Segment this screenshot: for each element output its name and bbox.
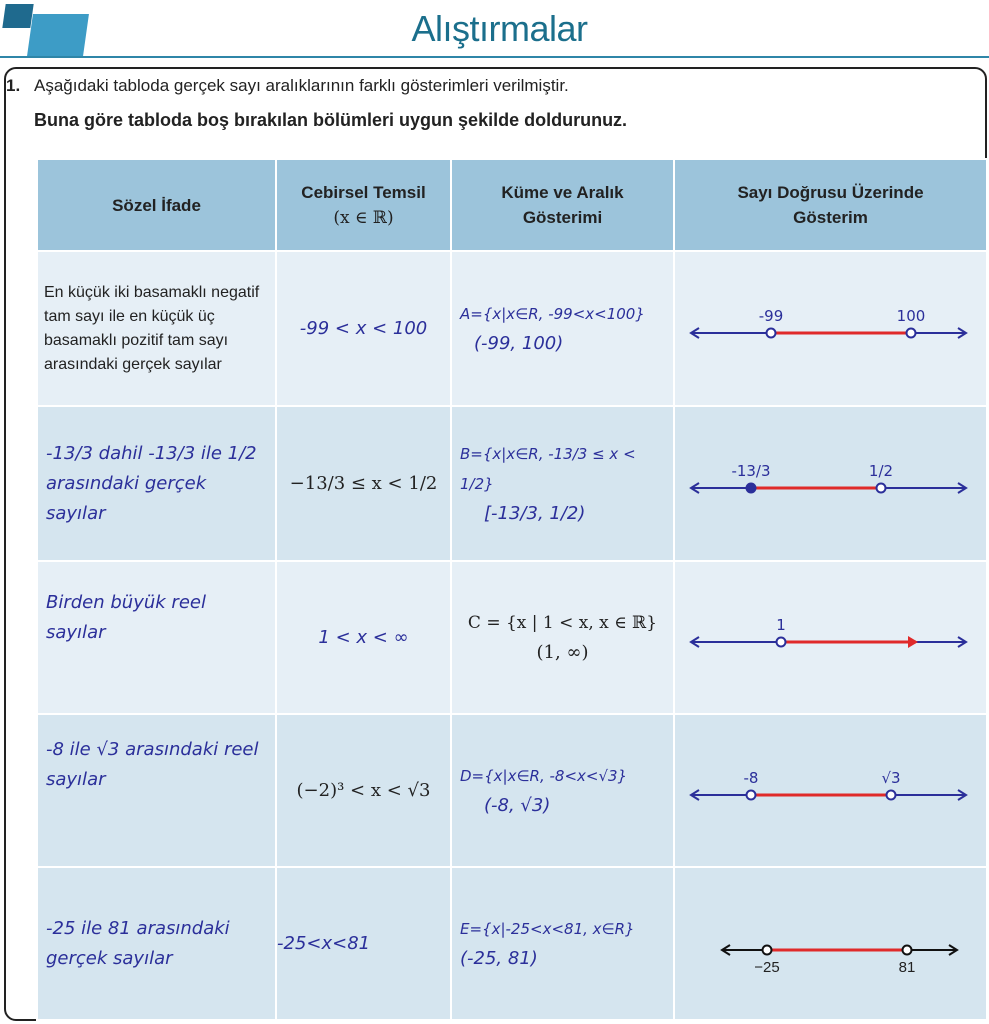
left-label: -13/3	[730, 461, 771, 480]
left-label: -99	[758, 306, 783, 325]
question-text: Aşağıdaki tabloda gerçek sayı aralıklarının farklı gösterimleri verilmiştir.	[34, 76, 569, 95]
right-endpoint	[902, 945, 911, 954]
number-line	[681, 751, 981, 831]
algebraic-cell[interactable]: -25<x<81	[276, 867, 451, 1020]
algebraic-cell[interactable]: -99 < x < 100	[276, 251, 451, 406]
table-header-row	[37, 159, 987, 251]
interval-table	[36, 158, 988, 1021]
set-notation: B={x|x∈R, -13/3 ≤ x < 1/2}	[460, 444, 636, 493]
right-label: √3	[880, 768, 901, 787]
arrow-red-icon	[908, 636, 918, 648]
question-number: 1.	[6, 76, 21, 95]
right-label: 81	[898, 958, 915, 976]
header-set-line2: Gösterimi	[522, 208, 603, 227]
table-row	[37, 251, 987, 406]
interval-notation: [-13/3, 1/2)	[484, 502, 586, 524]
table-row	[37, 406, 987, 561]
left-endpoint	[762, 945, 771, 954]
set-cell[interactable]	[451, 251, 674, 406]
header-set-line1: Küme ve Aralık	[501, 183, 624, 202]
algebraic-cell[interactable]: 1 < x < ∞	[276, 561, 451, 714]
question-instruction: Buna göre tabloda boş bırakılan bölümleri uygun şekilde doldurunuz.	[34, 110, 628, 130]
set-cell	[451, 561, 674, 714]
number-line	[681, 598, 981, 678]
header-numberline	[674, 159, 987, 251]
table-row	[37, 714, 987, 867]
numberline-cell[interactable]	[674, 251, 987, 406]
numberline-cell[interactable]	[674, 406, 987, 561]
left-endpoint	[776, 637, 785, 646]
table-row	[37, 561, 987, 714]
numberline-cell[interactable]	[674, 714, 987, 867]
interval-notation: (-99, 100)	[474, 332, 564, 354]
verbal-cell: En küçük iki basamaklı negatif tam sayı ile en küçük üç basamaklı pozitif tam sayı arasındaki gerçek sayılar	[37, 251, 276, 406]
right-label: 100	[896, 306, 925, 325]
right-endpoint	[876, 483, 885, 492]
numberline-cell	[674, 867, 987, 1020]
verbal-cell[interactable]: -25 ile 81 arasındaki gerçek sayılar	[37, 867, 276, 1020]
verbal-cell[interactable]: -8 ile √3 arasındaki reel sayılar	[37, 714, 276, 867]
numberline-cell[interactable]	[674, 561, 987, 714]
page-title: Alıştırmalar	[411, 8, 588, 49]
algebraic-cell: (−2)³ < x < √3	[276, 714, 451, 867]
set-notation: E={x|-25<x<81, x∈R}	[460, 919, 635, 938]
title-rule	[0, 56, 989, 58]
left-label: −25	[753, 958, 780, 976]
set-cell[interactable]	[451, 867, 674, 1020]
header-algebraic	[276, 159, 451, 251]
set-cell[interactable]	[451, 406, 674, 561]
header-numberline-line1: Sayı Doğrusu Üzerinde	[737, 183, 924, 202]
set-notation: C = {x | 1 < x, x ∈ ℝ}	[467, 612, 658, 633]
header-numberline-line2: Gösterim	[793, 208, 868, 227]
header-set	[451, 159, 674, 251]
number-line	[681, 904, 981, 984]
interval-notation: (1, ∞)	[536, 641, 589, 663]
algebraic-cell: −13/3 ≤ x < 1/2	[276, 406, 451, 561]
set-cell[interactable]	[451, 714, 674, 867]
left-endpoint	[746, 790, 755, 799]
right-endpoint	[886, 790, 895, 799]
right-endpoint	[906, 328, 915, 337]
header-algebraic-label: Cebirsel Temsil	[301, 182, 426, 202]
left-label: 1	[775, 615, 786, 634]
left-endpoint	[746, 483, 755, 492]
left-endpoint	[766, 328, 775, 337]
header-algebraic-sub: (x ∈ ℝ)	[333, 207, 394, 228]
table-row	[37, 867, 987, 1020]
header-verbal: Sözel İfade	[37, 159, 276, 251]
left-label: -8	[743, 768, 758, 787]
interval-notation: (-25, 81)	[460, 947, 538, 969]
verbal-cell[interactable]: -13/3 dahil -13/3 ile 1/2 arasındaki gerçek sayılar	[37, 406, 276, 561]
verbal-cell[interactable]: Birden büyük reel sayılar	[37, 561, 276, 714]
set-notation: D={x|x∈R, -8<x<√3}	[460, 766, 628, 785]
interval-notation: (-8, √3)	[484, 794, 551, 816]
number-line	[681, 289, 981, 369]
number-line	[681, 444, 981, 524]
right-label: 1/2	[868, 461, 893, 480]
set-notation: A={x|x∈R, -99<x<100}	[460, 304, 645, 323]
